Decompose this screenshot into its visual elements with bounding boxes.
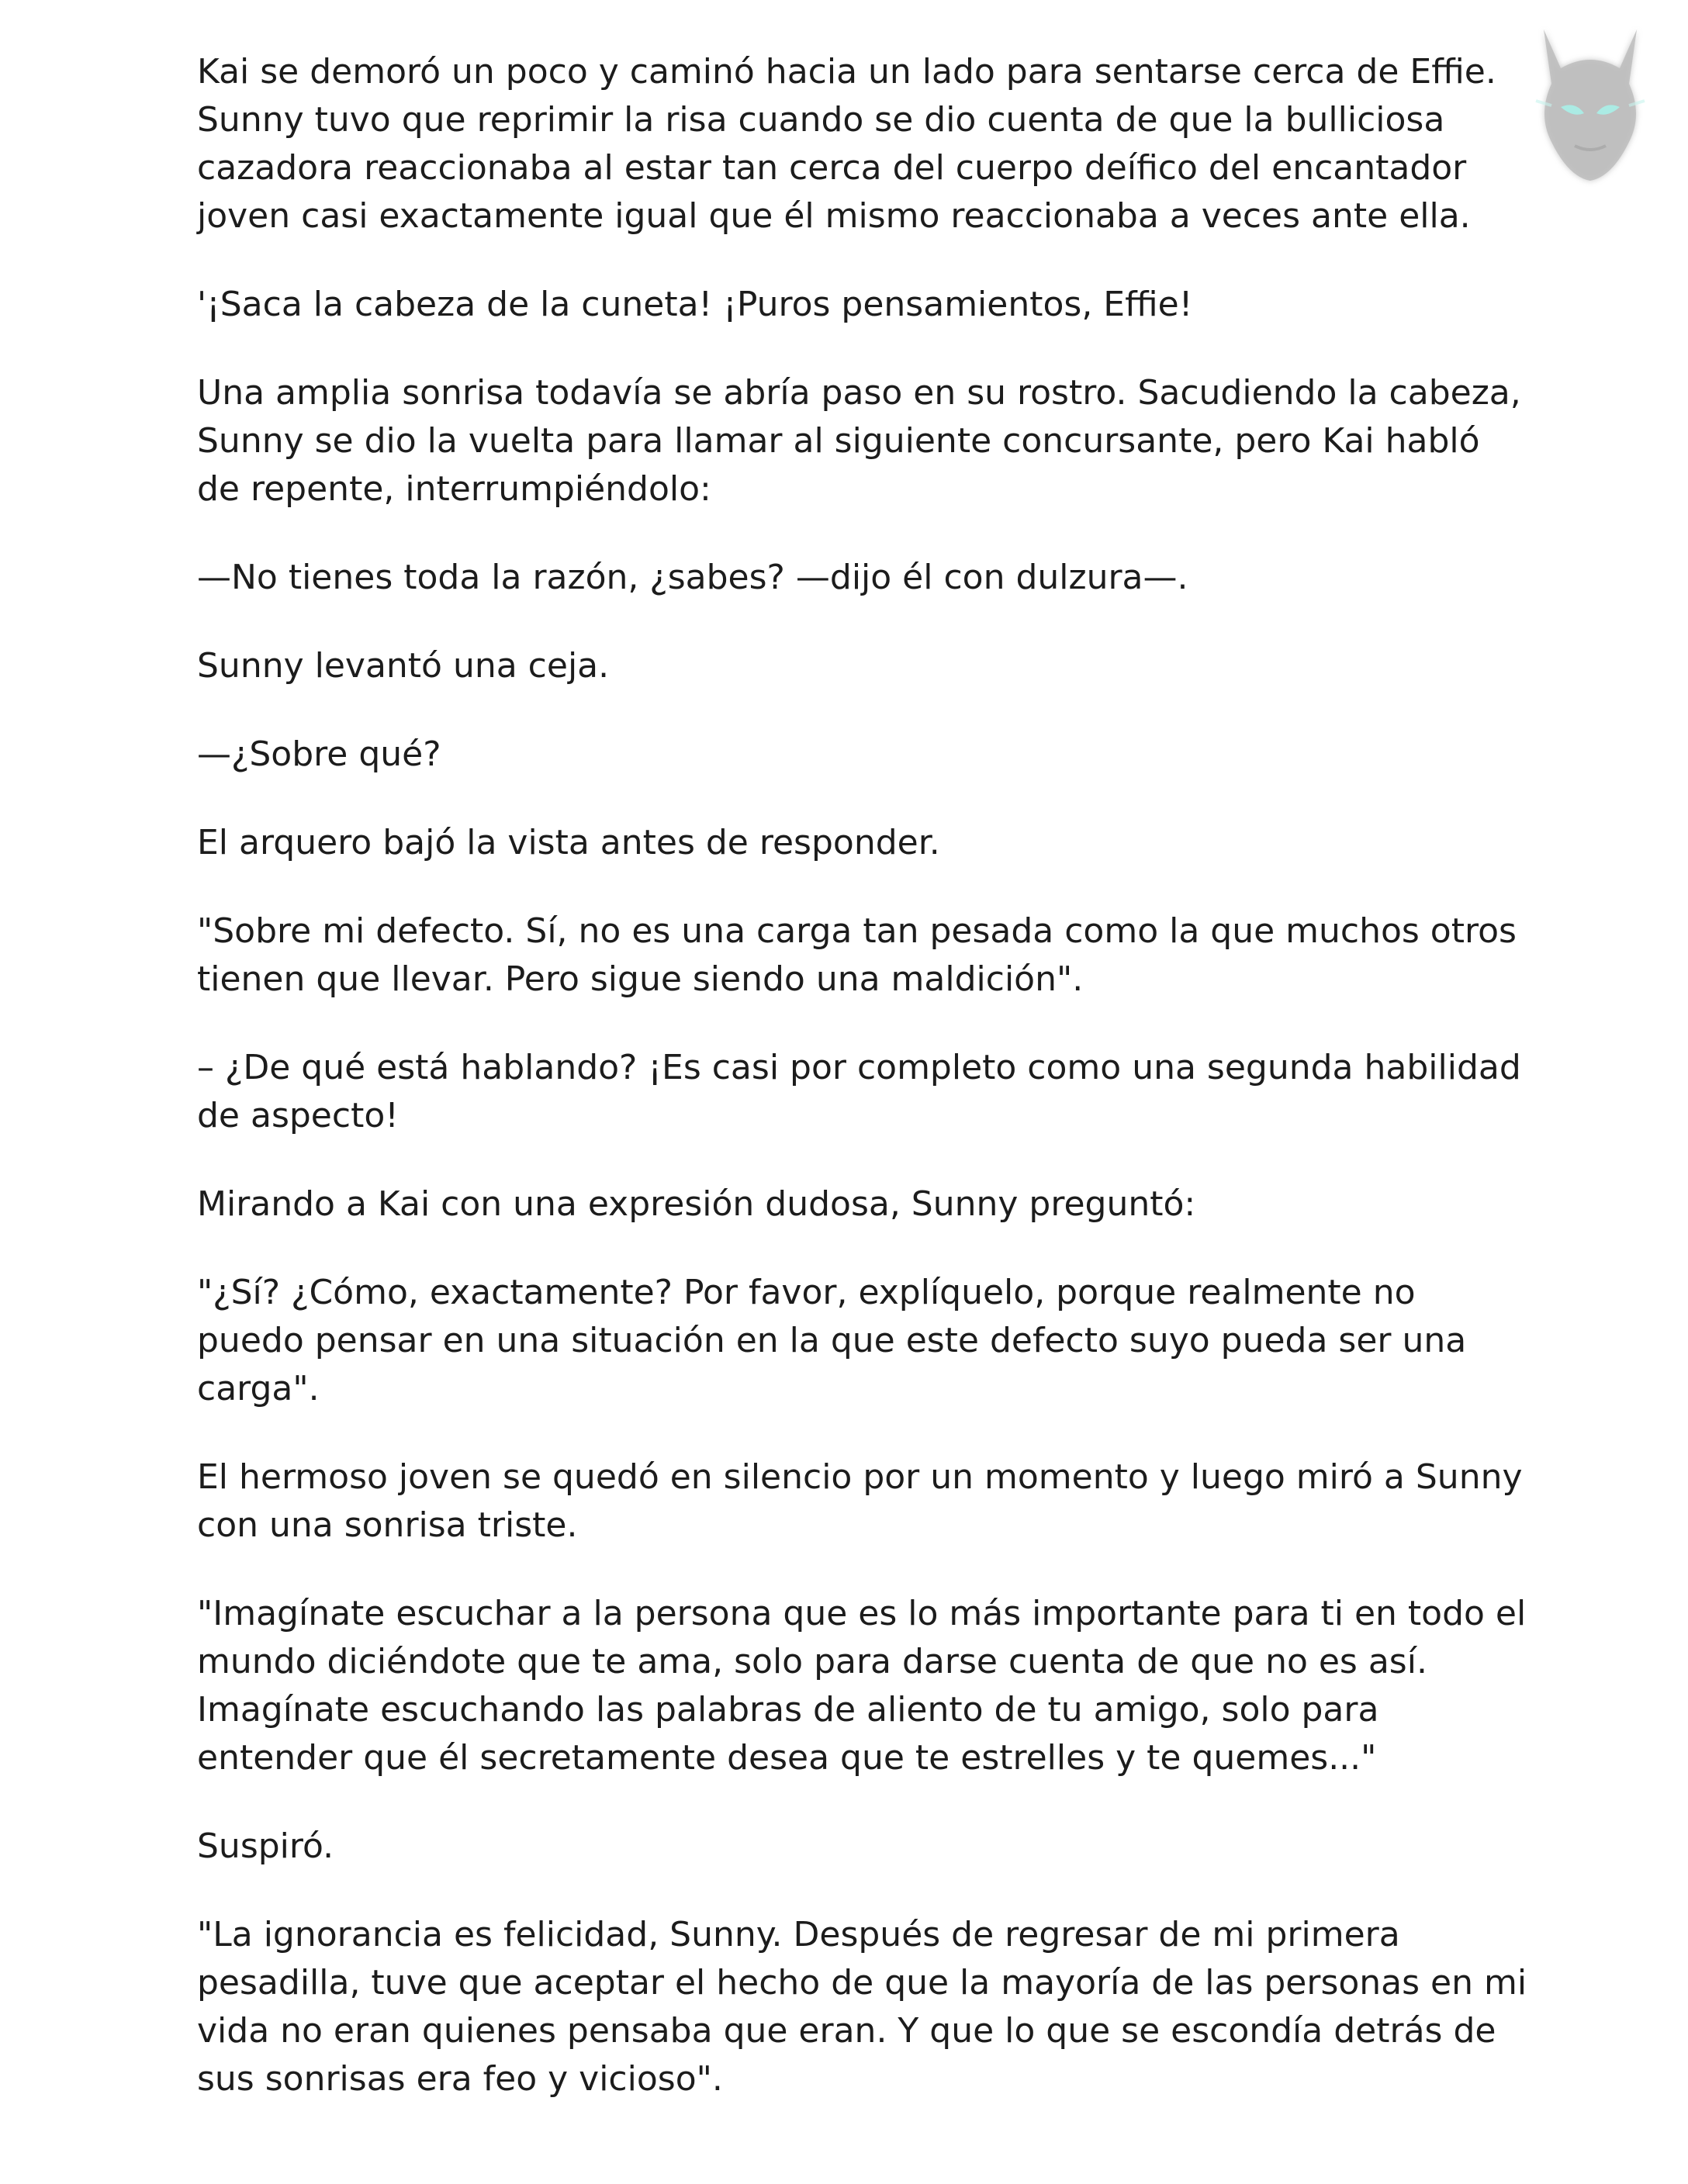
paragraph: —No tienes toda la razón, ¿sabes? —dijo él con dulzura—. <box>197 558 1188 597</box>
paragraph: Kai se demoró un poco y caminó hacia un lado para sentarse cerca de Effie. Sunny tuvo que reprimir la risa cuando se dio cuenta de que la bulliciosa cazadora reaccionaba al estar tan cerca del cuerpo deífico del encantador joven casi exactamente igual que él mismo reaccionaba a veces ante ella. <box>197 52 1496 236</box>
paragraph: "La ignorancia es felicidad, Sunny. Después de regresar de mi primera pesadilla, tuve que aceptar el hecho de que la mayoría de las personas en mi vida no eran quienes pensaba que eran. Y que lo que se escondía detrás de sus sonrisas era feo y vicioso". <box>197 1915 1527 2099</box>
paragraph: "Imagínate escuchar a la persona que es lo más importante para ti en todo el mundo diciéndote que te ama, solo para darse cuenta de que no es así. Imagínate escuchando las palabras de aliento de tu amigo, solo para entender que él secretamente desea que te estrelles y te quemes..." <box>197 1594 1527 1778</box>
paragraph: Mirando a Kai con una expresión dudosa, Sunny preguntó: <box>197 1184 1196 1224</box>
paragraph: El hermoso joven se quedó en silencio por un momento y luego miró a Sunny con una sonrisa triste. <box>197 1457 1523 1545</box>
paragraph: El arquero bajó la vista antes de responder. <box>197 823 940 862</box>
paragraph: "¿Sí? ¿Cómo, exactamente? Por favor, explíquelo, porque realmente no puedo pensar en una situación en la que este defecto suyo pueda ser una carga". <box>197 1273 1467 1408</box>
paragraph: '¡Saca la cabeza de la cuneta! ¡Puros pensamientos, Effie! <box>197 285 1193 324</box>
demon-head-logo-icon <box>1513 14 1668 192</box>
paragraph: Suspiró. <box>197 1826 334 1866</box>
paragraph: —¿Sobre qué? <box>197 734 441 774</box>
paragraph: Una amplia sonrisa todavía se abría paso en su rostro. Sacudiendo la cabeza, Sunny se dio la vuelta para llamar al siguiente concursante, pero Kai habló de repente, interrumpiéndolo: <box>197 373 1521 509</box>
paragraph: Sunny levantó una ceja. <box>197 646 610 686</box>
paragraph: "Sobre mi defecto. Sí, no es una carga tan pesada como la que muchos otros tienen que llevar. Pero sigue siendo una maldición". <box>197 911 1517 999</box>
paragraph: – ¿De qué está hablando? ¡Es casi por completo como una segunda habilidad de aspecto! <box>197 1048 1521 1135</box>
text-column <box>197 48 1531 2144</box>
